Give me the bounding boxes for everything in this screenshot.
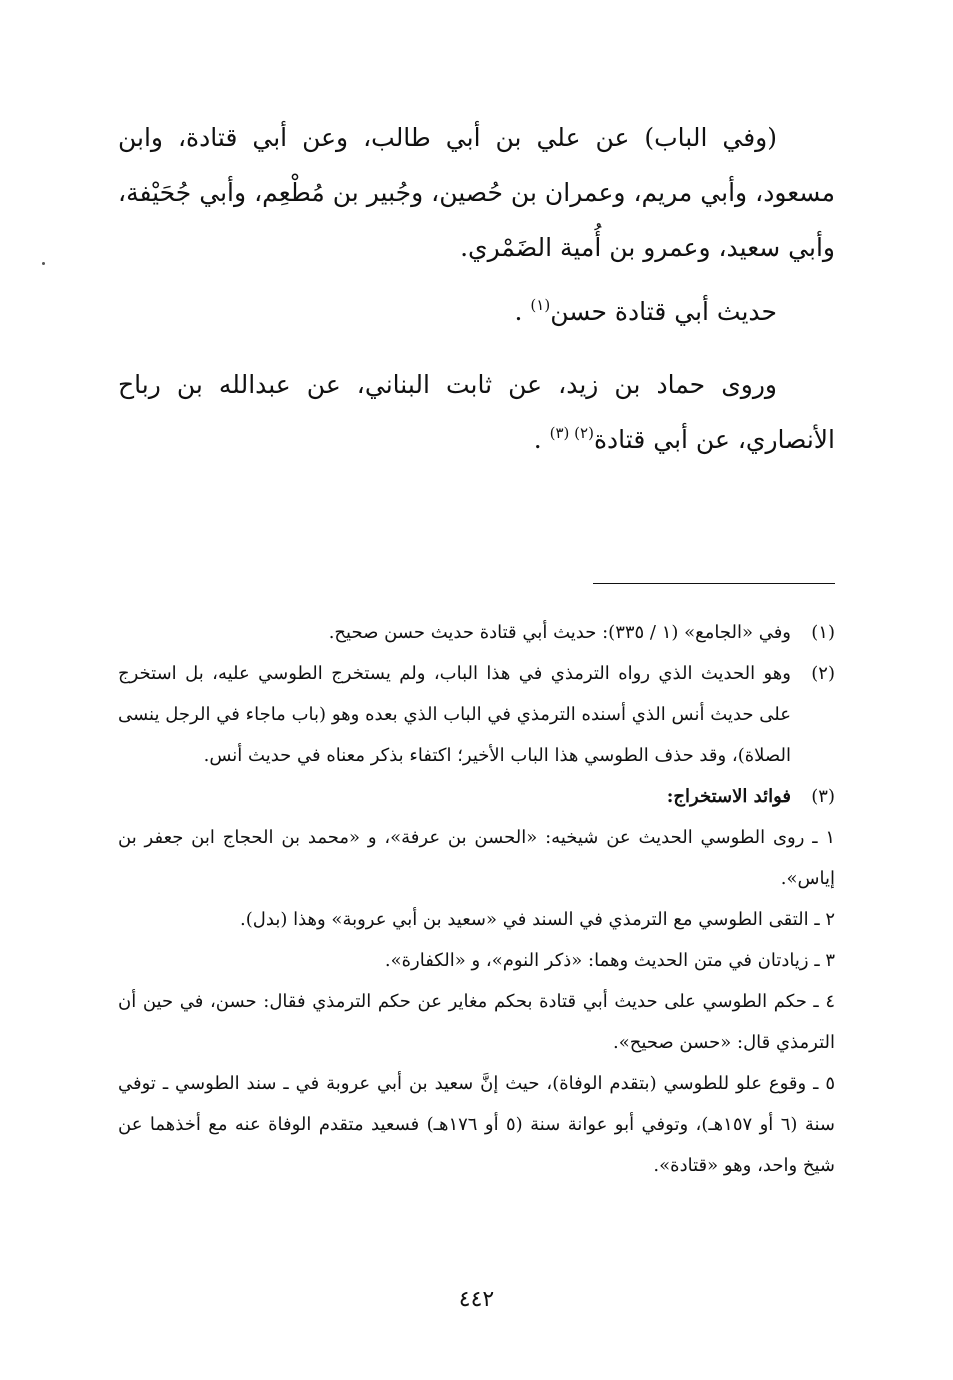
- benefit-item: ٣ ـ زيادتان في متن الحديث وهما: «ذكر النوم»، و «الكفارة».: [384, 950, 835, 971]
- footnote-3: [118, 776, 835, 817]
- benefit-item: ٥ ـ وقوع علو للطوسي (بتقدم الوفاة)، حيث إنَّ سعيد بن أبي عروبة في ـ سند الطوسي ـ توفي سنة (٦ أو ١٥٧هـ)، وتوفي أبو عوانة سنة (٥ أو ١٧٦هـ) فسعيد متقدم الوفاة عنه مع أخذهما عن شيخ واحد، وهو «قتادة».: [118, 1073, 835, 1176]
- narration-text: وروى حماد بن زيد، عن ثابت البناني، عن عبدالله بن رباح الأنصاري، عن أبي قتادة: [118, 370, 835, 454]
- footnote-separator: [593, 583, 835, 584]
- footnote-title: فوائد الاستخراج:: [666, 786, 791, 807]
- benefit-item: ٤ ـ حكم الطوسي على حديث أبي قتادة بحكم مغاير عن حكم الترمذي فقال: حسن، في حين أن الترمذي قال: «حسن صحيح».: [118, 991, 835, 1053]
- footnote-ref-1[interactable]: (١): [530, 296, 551, 314]
- main-text: [118, 110, 835, 467]
- benefit-item: ٢ ـ التقى الطوسي مع الترمذي في السند في «سعيد بن أبي عروبة» وهذا (بدل).: [240, 909, 835, 930]
- chapter-paragraph: (وفي الباب) عن علي بن أبي طالب، وعن أبي قتادة، وابن مسعود، وأبي مريم، وعمران بن حُصين، وجُبير بن مُطْعِم، وأبي جُحَيْفة، وأبي سعيد، وعمرو بن أُمية الضَمْري.: [118, 123, 835, 262]
- footnote-1: [118, 612, 835, 653]
- hadith-grade-text: حديث أبي قتادة حسن: [550, 297, 777, 326]
- footnote-text: وفي «الجامع» (١ / ٣٣٥): حديث أبي قتادة حديث حسن صحيح.: [328, 622, 791, 643]
- footnotes: [118, 612, 835, 1186]
- footnote-text: وهو الحديث الذي رواه الترمذي في هذا الباب، ولم يستخرج الطوسي عليه، بل استخرج على حديث أنس الذي أسنده الترمذي في الباب الذي بعده وهو (باب ماجاء في الرجل ينسى الصلاة)، وقد حذف الطوسي هذا الباب الأخير؛ اكتفاء بذكر معناه في حديث أنس.: [118, 663, 791, 766]
- narration-paragraph: وروى حماد بن زيد، عن ثابت البناني، عن عبدالله بن رباح الأنصاري، عن أبي قتادة$^{(٢) (٣)}$ .: [118, 370, 835, 454]
- hadith-grade-line: حديث أبي قتادة حسن$^{(١)}$ .: [514, 296, 777, 326]
- page-number: ٤٤٢: [458, 1287, 495, 1312]
- footnote-number: (١): [811, 622, 835, 643]
- benefit-item: ١ ـ روى الطوسي الحديث عن شيخيه: «الحسن بن عرفة»، و «محمد بن الحجاج ابن جعفر بن إياس».: [118, 827, 835, 889]
- footnote-ref-2-3[interactable]: (٢) (٣): [549, 424, 594, 442]
- footnote-2: [118, 653, 835, 776]
- footnote-number: (٢): [811, 663, 835, 684]
- footnote-number: (٣): [811, 786, 835, 807]
- scan-speck: [42, 262, 45, 265]
